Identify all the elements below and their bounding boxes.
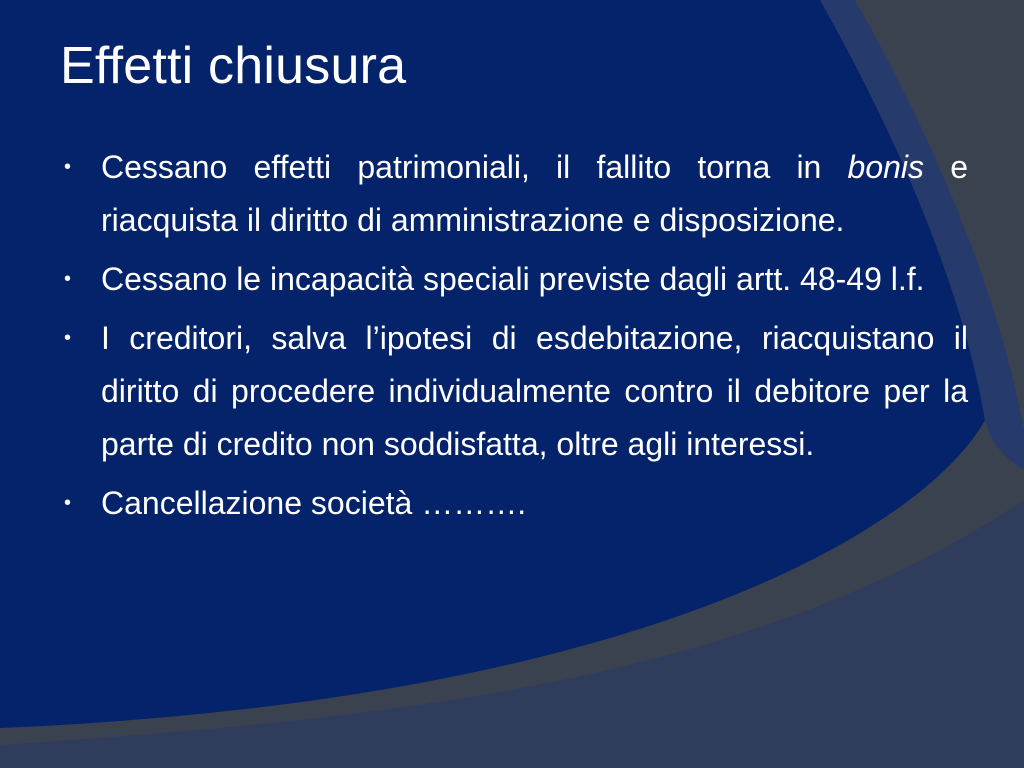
bullet-item-1 xyxy=(62,141,968,247)
bullet-text: Cessano le incapacità speciali previste dagli artt. 48-49 l.f. xyxy=(101,261,925,297)
bullet-icon: • xyxy=(64,492,72,514)
bullet-icon: • xyxy=(64,327,72,349)
bullet-item-4 xyxy=(62,477,968,530)
bullet-item-2 xyxy=(62,253,968,306)
bullet-icon: • xyxy=(64,156,72,178)
bullet-text-tail: e riacquista il diritto di amministrazione e disposizione. xyxy=(101,149,969,238)
bullet-list xyxy=(62,141,968,536)
bullet-icon: • xyxy=(64,268,72,290)
bullet-text: Cancellazione società ………. xyxy=(101,485,527,521)
bullet-text: I creditori, salva l’ipotesi di esdebitazione, riacquistano il diritto di procedere individualmente contro il debitore per la parte di credito non soddisfatta, oltre agli interessi. xyxy=(101,320,968,462)
bullet-text-italic: bonis xyxy=(847,149,925,185)
bullet-item-3 xyxy=(62,312,968,471)
bullet-text-lead: Cessano effetti patrimoniali, il fallito torna in xyxy=(101,149,848,185)
slide-title: Effetti chiusura xyxy=(60,37,407,95)
